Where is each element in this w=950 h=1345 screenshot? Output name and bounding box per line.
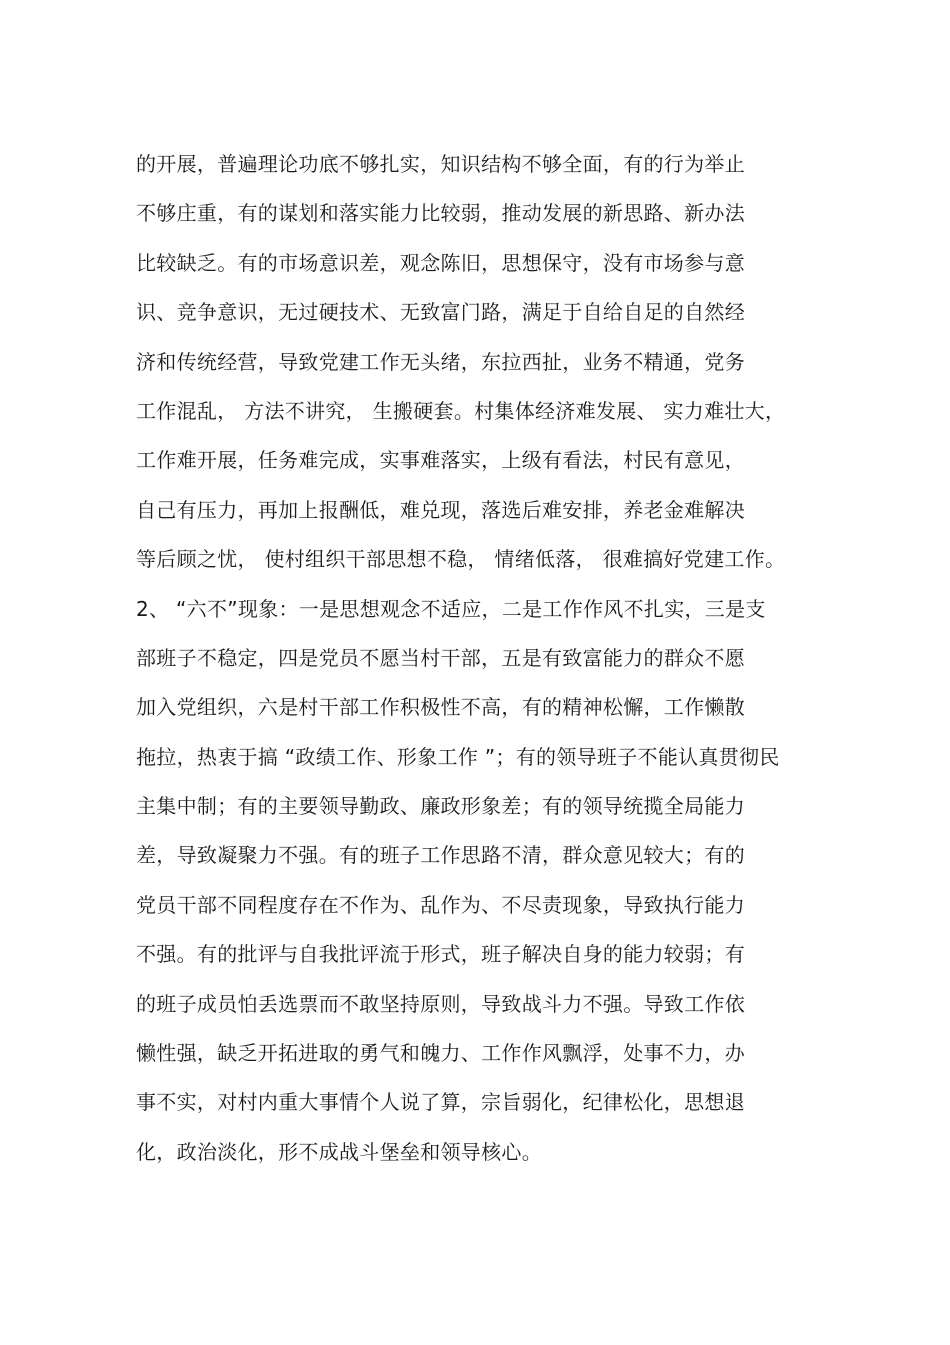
- text-line: 拖拉，热衷于搞 “政绩工作、形象工作 ”；有的领导班子不能认真贯彻民: [136, 744, 780, 769]
- text-line: 化，政治淡化，形不成战斗堡垒和领导核心。: [136, 1139, 542, 1164]
- text-line: 工作混乱， 方法不讲究， 生搬硬套。村集体经济难发展、 实力难壮大，: [136, 398, 786, 423]
- text-line: 的开展，普遍理论功底不够扎实，知识结构不够全面，有的行为举止: [136, 152, 745, 176]
- body-text: [136, 142, 816, 1179]
- text-line: 济和传统经营，导致党建工作无头绪，东拉西扯，业务不精通，党务: [136, 349, 745, 374]
- text-line: 事不实，对村内重大事情个人说了算，宗旨弱化，纪律松化，思想退: [136, 1090, 745, 1115]
- text-line: 识、竞争意识，无过硬技术、无致富门路，满足于自给自足的自然经: [136, 300, 745, 325]
- text-line: 的班子成员怕丢选票而不敢坚持原则，导致战斗力不强。导致工作依: [136, 991, 745, 1016]
- text-line: 2、 “六不”现象：一是思想观念不适应，二是工作作风不扎实，三是支: [136, 596, 766, 621]
- text-line: 部班子不稳定，四是党员不愿当村干部，五是有致富能力的群众不愿: [136, 645, 745, 670]
- text-line: 差，导致凝聚力不强。有的班子工作思路不清，群众意见较大；有的: [136, 843, 745, 868]
- text-line: 工作难开展，任务难完成，实事难落实，上级有看法，村民有意见，: [136, 448, 745, 473]
- text-line: 不够庄重，有的谋划和落实能力比较弱，推动发展的新思路、新办法: [136, 201, 745, 226]
- text-line: 加入党组织，六是村干部工作积极性不高，有的精神松懈，工作懒散: [136, 695, 745, 720]
- text-line: 主集中制；有的主要领导勤政、廉政形象差；有的领导统揽全局能力: [136, 794, 745, 819]
- text-line: 不强。有的批评与自我批评流于形式，班子解决自身的能力较弱；有: [136, 942, 745, 967]
- text-line: 比较缺乏。有的市场意识差，观念陈旧，思想保守，没有市场参与意: [136, 250, 745, 275]
- text-line: 党员干部不同程度存在不作为、乱作为、不尽责现象，导致执行能力: [136, 892, 745, 917]
- text-line: 懒性强，缺乏开拓进取的勇气和魄力、工作作风飘浮，处事不力，办: [136, 1041, 745, 1066]
- text-line: 自己有压力，再加上报酬低，难兑现，落选后难安排，养老金难解决: [136, 497, 745, 522]
- text-line: 等后顾之忧， 使村组织干部思想不稳， 情绪低落， 很难搞好党建工作。: [136, 547, 786, 572]
